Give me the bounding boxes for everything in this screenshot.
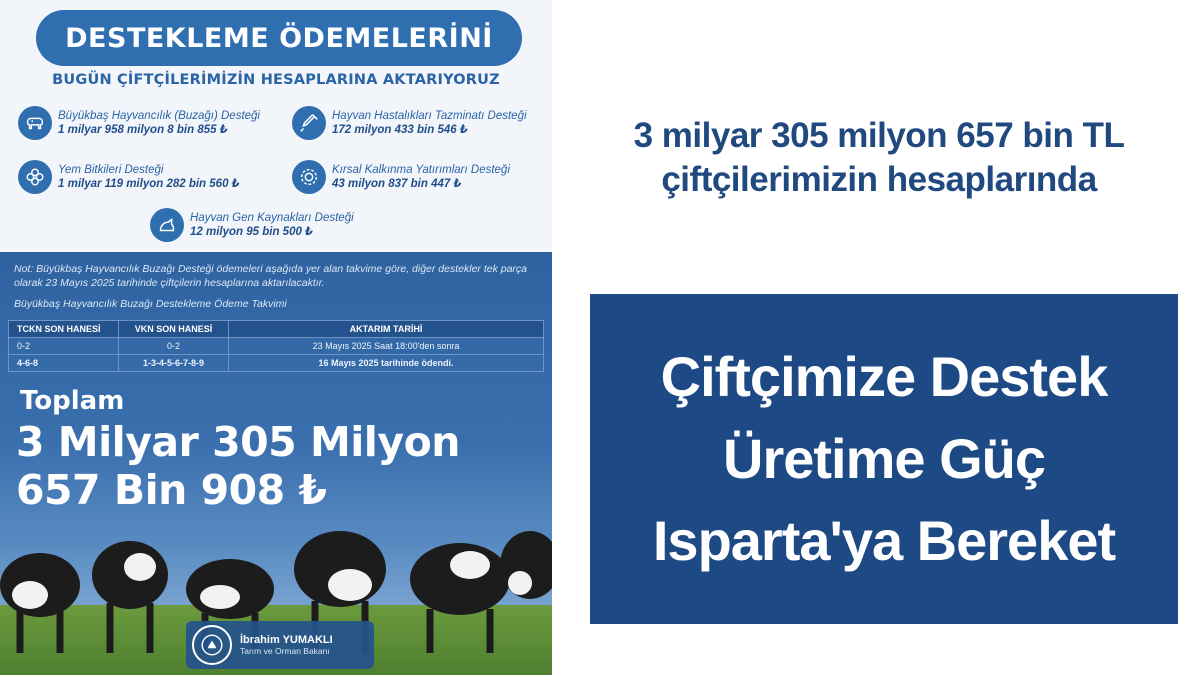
support-item-tazminat	[292, 106, 527, 140]
support-item-label: Kırsal Kalkınma Yatırımları Desteği	[332, 164, 510, 176]
support-item-buzagi	[18, 106, 260, 140]
minister-name: İbrahim YUMAKLI	[240, 634, 333, 646]
ministry-seal-icon	[192, 625, 232, 665]
support-item-amount: 1 milyar 958 milyon 8 bin 855 ₺	[58, 124, 228, 136]
total-amount-line-1: 3 Milyar 305 Milyon	[16, 418, 460, 466]
minister-badge	[186, 621, 374, 669]
infographic-subtitle: BUGÜN ÇİFTÇİLERİMİZİN HESAPLARINA AKTARIYORUZ	[52, 72, 500, 88]
table-row	[9, 338, 544, 355]
infographic-header-area	[0, 0, 552, 250]
table-header-cell: AKTARIM TARİHİ	[229, 321, 544, 338]
cow-icon	[18, 106, 52, 140]
support-item-yem	[18, 160, 240, 194]
infographic-title: DESTEKLEME ÖDEMELERİNİ	[36, 10, 522, 66]
total-amount-line-2: 657 Bin 908 ₺	[16, 466, 327, 514]
table-cell: 4-6-8	[9, 355, 119, 372]
headline-line-2: çiftçilerimizin hesaplarında	[661, 160, 1097, 199]
support-item-label: Büyükbaş Hayvancılık (Buzağı) Desteği	[58, 110, 260, 122]
headline-line-1: 3 milyar 305 milyon 657 bin TL	[633, 116, 1125, 155]
slogan-box	[590, 294, 1178, 624]
table-row	[9, 355, 544, 372]
table-cell: 0-2	[9, 338, 119, 355]
gear-icon	[292, 160, 326, 194]
total-label: Toplam	[20, 386, 125, 416]
table-header-row	[9, 321, 544, 338]
slogan-line-3: Isparta'ya Bereket	[652, 509, 1116, 572]
support-item-gen	[150, 208, 354, 242]
table-cell: 1-3-4-5-6-7-8-9	[119, 355, 229, 372]
table-cell: 23 Mayıs 2025 Saat 18:00'den sonra	[229, 338, 544, 355]
support-item-amount: 172 milyon 433 bin 546 ₺	[332, 124, 468, 136]
table-cell: 0-2	[119, 338, 229, 355]
support-infographic	[0, 0, 552, 675]
vaccine-icon	[292, 106, 326, 140]
slogan-line-2: Üretime Güç	[723, 427, 1045, 490]
support-item-amount: 1 milyar 119 milyon 282 bin 560 ₺	[58, 178, 240, 190]
slogan-line-1: Çiftçimize Destek	[660, 345, 1108, 408]
table-header-cell: VKN SON HANESİ	[119, 321, 229, 338]
support-item-label: Yem Bitkileri Desteği	[58, 164, 164, 176]
headline	[558, 114, 1200, 202]
table-cell: 16 Mayıs 2025 tarihinde ödendi.	[229, 355, 544, 372]
support-item-label: Hayvan Gen Kaynakları Desteği	[190, 212, 354, 224]
payment-note: Not: Büyükbaş Hayvancılık Buzağı Desteği ödemeleri aşağıda yer alan takvime göre, diğer destekler tek parça olarak 23 Mayıs 2025 tarihinde çiftçilerin hesaplarına aktarılacaktır.	[14, 263, 528, 289]
support-item-label: Hayvan Hastalıkları Tazminatı Desteği	[332, 110, 527, 122]
infographic-total-area	[0, 252, 552, 675]
clover-icon	[18, 160, 52, 194]
support-item-kirsal	[292, 160, 510, 194]
support-item-amount: 43 milyon 837 bin 447 ₺	[332, 178, 462, 190]
animal-gene-icon	[150, 208, 184, 242]
schedule-title: Büyükbaş Hayvancılık Buzağı Destekleme Ödeme Takvimi	[14, 298, 287, 310]
payment-schedule-table	[8, 320, 544, 372]
support-item-amount: 12 milyon 95 bin 500 ₺	[190, 226, 314, 238]
minister-role: Tarım ve Orman Bakanı	[240, 646, 330, 656]
table-header-cell: TCKN SON HANESİ	[9, 321, 119, 338]
